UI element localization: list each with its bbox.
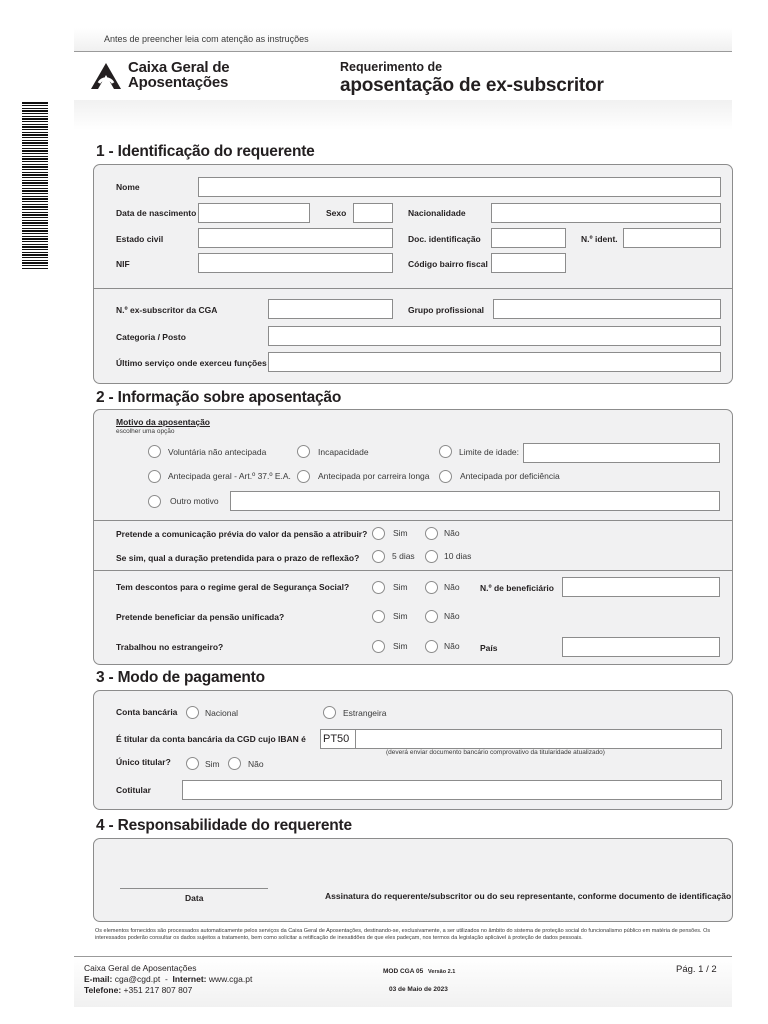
iban-prefix: PT50 [323,733,350,745]
section-2-divider-2 [94,570,732,571]
estrangeiro-sim-label: Sim [393,641,408,651]
q-estrangeiro: Trabalhou no estrangeiro? [116,642,224,652]
doc-identificacao-field[interactable] [491,228,566,248]
opt-antecipada-deficiencia-label: Antecipada por deficiência [460,471,560,481]
form-title: aposentação de ex-subscritor [340,75,604,96]
descontos-sim-label: Sim [393,582,408,592]
header-shade [74,100,732,130]
section-1-title: 1 - Identificação do requerente [96,143,315,160]
escolher-hint: escolher uma opção [116,428,175,435]
q-unificada: Pretende beneficiar da pensão unificada? [116,612,285,622]
section-2-divider-1 [94,520,732,521]
label-conta-bancaria: Conta bancária [116,707,178,717]
comunicacao-sim-label: Sim [393,528,408,538]
radio-descontos-sim[interactable] [372,581,385,594]
barcode [22,102,48,270]
radio-antecipada-deficiencia[interactable] [439,470,452,483]
estado-civil-field[interactable] [198,228,393,248]
section-1-divider [94,288,732,289]
radio-incapacidade[interactable] [297,445,310,458]
label-n-beneficiario: N.º de beneficiário [480,583,554,593]
radio-conta-estrangeira[interactable] [323,706,336,719]
opt-voluntaria-label: Voluntária não antecipada [168,447,267,457]
label-doc-identificacao: Doc. identificação [408,234,481,244]
codigo-bairro-field[interactable] [491,253,566,273]
nacional-label: Nacional [205,708,239,718]
label-grupo-profissional: Grupo profissional [408,305,485,315]
footer-date: 03 de Maio de 2023 [389,986,448,993]
radio-10-dias[interactable] [425,550,438,563]
logo-text [128,60,229,90]
section-3-panel [93,690,733,810]
cga-logo-icon [90,62,122,90]
radio-limite-idade[interactable] [439,445,452,458]
n-ex-subscritor-field[interactable] [268,299,393,319]
section-2-title: 2 - Informação sobre aposentação [96,389,342,406]
label-nome: Nome [116,182,140,192]
radio-comunicacao-sim[interactable] [372,527,385,540]
opt-incapacidade-label: Incapacidade [318,447,369,457]
label-codigo-bairro: Código bairro fiscal [408,259,488,269]
label-n-ident: N.º ident. [581,234,618,244]
nacionalidade-field[interactable] [491,203,721,223]
opt-antecipada-geral-label: Antecipada geral - Art.º 37.º E.A. [168,471,291,481]
radio-outro-motivo[interactable] [148,495,161,508]
internet-label: Internet: [172,974,207,984]
cga-logo [90,60,260,94]
nif-field[interactable] [198,253,393,273]
outro-motivo-field[interactable] [230,491,720,511]
label-motivo: Motivo da aposentação [116,417,210,427]
radio-unificada-nao[interactable] [425,610,438,623]
unificada-sim-label: Sim [393,611,408,621]
tel-label: Telefone: [84,985,122,995]
label-cotitular: Cotitular [116,785,151,795]
limite-idade-field[interactable] [523,443,720,463]
opt-outro-label: Outro motivo [170,496,219,506]
label-estado-civil: Estado civil [116,234,164,244]
section-4-panel [93,838,733,922]
label-ultimo-servico: Último serviço onde exerceu funções [116,358,267,368]
label-unico-titular: Único titular? [116,757,171,767]
tel-number: +351 217 807 807 [123,985,193,995]
estrangeira-label: Estrangeira [343,708,387,718]
internet-link[interactable]: www.cga.pt [208,974,253,984]
unico-sim-label: Sim [205,759,220,769]
ultimo-servico-field[interactable] [268,352,721,372]
radio-estrangeiro-nao[interactable] [425,640,438,653]
label-titular-iban: É titular da conta bancária da CGD cujo IBAN é [116,734,306,744]
label-assinatura: Assinatura do requerente/subscritor ou do seu representante, conforme documento de identificação [325,891,732,901]
estrangeiro-nao-label: Não [444,641,460,651]
footer-org: Caixa Geral de Aposentações [84,963,197,973]
label-categoria: Categoria / Posto [116,332,186,342]
footer-phone-line [84,985,192,995]
q-duracao: Se sim, qual a duração pretendida para o prazo de reflexão? [116,553,360,563]
mod-version: Versão 2.1 [428,969,456,975]
radio-comunicacao-nao[interactable] [425,527,438,540]
label-nacionalidade: Nacionalidade [408,208,466,218]
iban-field[interactable] [320,729,722,749]
label-data: Data [185,893,204,903]
radio-descontos-nao[interactable] [425,581,438,594]
comunicacao-nao-label: Não [444,528,460,538]
section-2-panel [93,409,733,665]
email-label: E-mail: [84,974,113,984]
radio-estrangeiro-sim[interactable] [372,640,385,653]
radio-conta-nacional[interactable] [186,706,199,719]
instructions-note: Antes de preencher leia com atenção as instruções [104,34,309,44]
cotitular-field[interactable] [182,780,722,800]
page-number: Pág. 1 / 2 [676,964,717,975]
data-signature-line [120,888,268,889]
radio-unificada-sim[interactable] [372,610,385,623]
radio-unico-sim[interactable] [186,757,199,770]
q-descontos: Tem descontos para o regime geral de Segurança Social? [116,582,350,592]
radio-antecipada-geral[interactable] [148,470,161,483]
nome-field[interactable] [198,177,721,197]
sexo-field[interactable] [353,203,393,223]
section-1-panel [93,164,733,384]
label-nif: NIF [116,259,130,269]
pais-field[interactable] [562,637,720,657]
radio-unico-nao[interactable] [228,757,241,770]
section-4-title: 4 - Responsabilidade do requerente [96,817,352,834]
q-comunicacao: Pretende a comunicação prévia do valor da pensão a atribuir? [116,529,368,539]
iban-prefix-separator [355,730,356,748]
label-data-nascimento: Data de nascimento [116,208,197,218]
descontos-nao-label: Não [444,582,460,592]
opt-antecipada-carreira-label: Antecipada por carreira longa [318,471,430,481]
n-ident-field[interactable] [623,228,721,248]
logo-line-1: Caixa Geral de [128,59,230,76]
data-nascimento-field[interactable] [198,203,310,223]
label-pais: País [480,643,498,653]
10-dias-label: 10 dias [444,551,472,561]
label-sexo: Sexo [326,208,347,218]
grupo-profissional-field[interactable] [493,299,721,319]
radio-voluntaria[interactable] [148,445,161,458]
footer-contact-line: E-mail: cga@cgd.pt - Internet: www.cga.pt [84,974,253,984]
unificada-nao-label: Não [444,611,460,621]
label-n-ex-subscritor: N.º ex-subscritor da CGA [116,305,218,315]
data-protection-disclaimer: Os elementos fornecidos são processados automaticamente pelos serviços da Caixa Geral de Aposentações, destinando-se, exclusivamente, a ser utilizados no âmbito do sistema de proteção social do funcionalismo público em matéria de pensões. Os interessados poderão consultar os dados sujeitos a tratamento, bem como solicitar a retificação de inexatidões de que eles padeçam, nos termos da legislação aplicável à proteção de dados pessoais. [95,928,711,941]
radio-antecipada-carreira[interactable] [297,470,310,483]
section-3-title: 3 - Modo de pagamento [96,669,265,686]
email-link[interactable]: cga@cgd.pt [114,974,161,984]
mod-code: MOD CGA 05 [383,968,424,975]
opt-limite-label: Limite de idade: [459,447,520,457]
footer-mod [383,968,455,975]
form-subtitle: Requerimento de [340,60,443,74]
n-beneficiario-field[interactable] [562,577,720,597]
categoria-field[interactable] [268,326,721,346]
5-dias-label: 5 dias [392,551,415,561]
radio-5-dias[interactable] [372,550,385,563]
iban-note: (deverá enviar documento bancário comprovativo da titularidade atualizado) [386,749,605,756]
logo-line-2: Aposentações [128,74,229,91]
unico-nao-label: Não [248,759,264,769]
